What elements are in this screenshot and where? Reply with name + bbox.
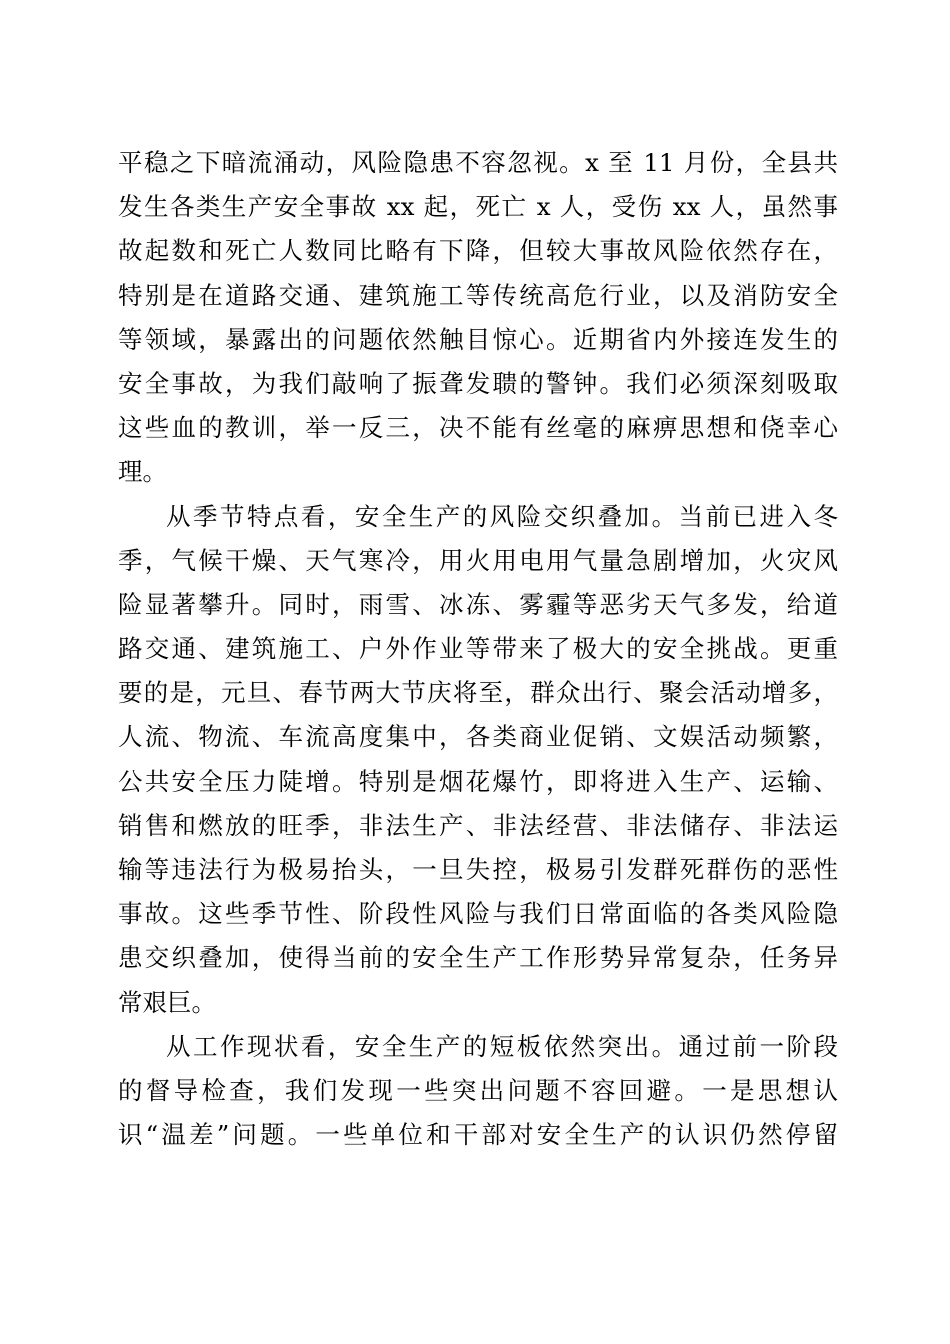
text-line: 输等违法行为极易抬头，一旦失控，极易引发群死群伤的恶性 <box>118 855 838 884</box>
text-line: 从工作现状看，安全生产的短板依然突出。通过前一阶段 <box>166 1031 838 1061</box>
paragraph-accident-statistics <box>118 141 838 495</box>
text-line: 患交织叠加，使得当前的安全生产工作形势异常复杂，任务异 <box>118 943 838 973</box>
text-line: 理。 <box>118 457 167 487</box>
text-line: 路交通、建筑施工、户外作业等带来了极大的安全挑战。更重 <box>118 634 838 664</box>
text-line: 常艰巨。 <box>118 987 216 1017</box>
text-line: 这些血的教训，举一反三，决不能有丝毫的麻痹思想和侥幸心 <box>118 413 838 443</box>
paragraph-work-status <box>118 1025 838 1158</box>
text-line: 识“温差”问题。一些单位和干部对安全生产的认识仍然停留 <box>118 1120 838 1150</box>
text-line: 事故。这些季节性、阶段性风险与我们日常面临的各类风险隐 <box>118 899 838 929</box>
text-line: 公共安全压力陡增。特别是烟花爆竹，即将进入生产、运输、 <box>118 766 838 796</box>
text-line: 人流、物流、车流高度集中，各类商业促销、文娱活动频繁， <box>118 722 838 752</box>
text-line: 销售和燃放的旺季，非法生产、非法经营、非法储存、非法运 <box>118 810 838 840</box>
paragraph-seasonal-risks <box>118 495 838 1025</box>
text-line: 故起数和死亡人数同比略有下降，但较大事故风险依然存在， <box>118 236 838 266</box>
text-line: 要的是，元旦、春节两大节庆将至，群众出行、聚会活动增多， <box>118 678 838 708</box>
text-line: 从季节特点看，安全生产的风险交织叠加。当前已进入冬 <box>166 501 838 531</box>
text-line: 等领域，暴露出的问题依然触目惊心。近期省内外接连发生的 <box>118 324 838 354</box>
text-line: 特别是在道路交通、建筑施工等传统高危行业，以及消防安全 <box>118 280 838 310</box>
text-line: 安全事故，为我们敲响了振聋发聩的警钟。我们必须深刻吸取 <box>118 368 838 398</box>
text-line: 季，气候干燥、天气寒冷，用火用电用气量急剧增加，火灾风 <box>118 545 838 575</box>
text-line: 险显著攀升。同时，雨雪、冰冻、雾霾等恶劣天气多发，给道 <box>118 589 838 619</box>
text-line: 平稳之下暗流涌动，风险隐患不容忽视。x 至 11 月份，全县共 <box>118 148 838 177</box>
text-line: 发生各类生产安全事故 xx 起，死亡 x 人，受伤 xx 人，虽然事 <box>118 192 838 222</box>
document-body <box>118 141 838 1157</box>
text-line: 的督导检查，我们发现一些突出问题不容回避。一是思想认 <box>118 1075 838 1105</box>
